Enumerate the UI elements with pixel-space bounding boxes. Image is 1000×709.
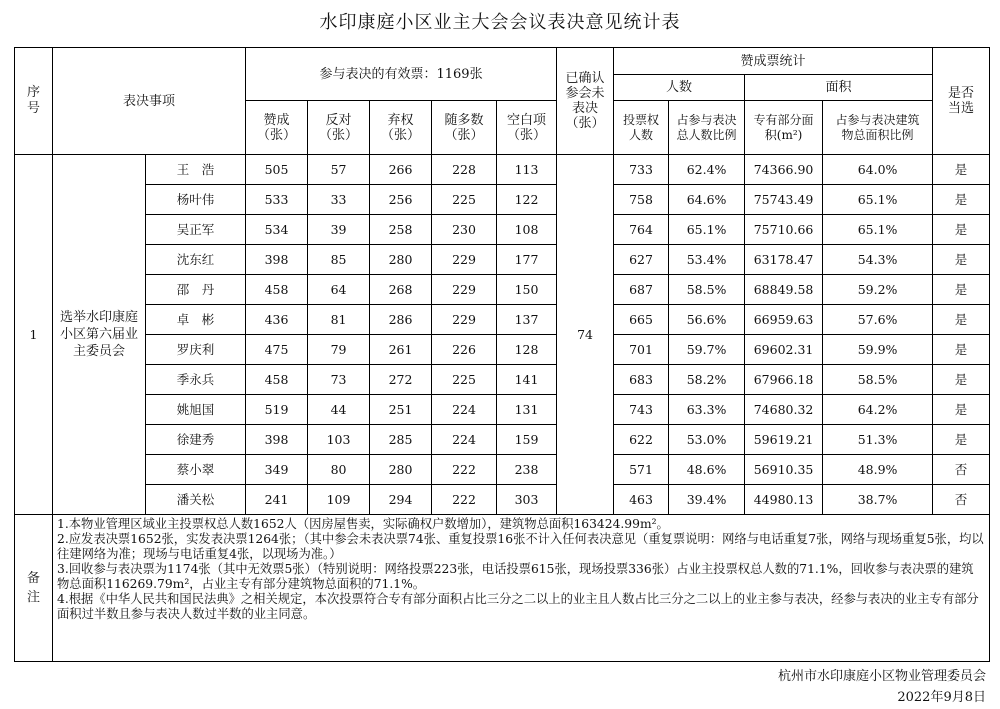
header-elected: 是否 当选 (933, 48, 990, 155)
table-row (15, 365, 990, 395)
cell-voter-ratio: 62.4% (669, 155, 745, 185)
cell-abstain: 251 (370, 395, 432, 425)
table-row (15, 485, 990, 515)
header-area: 面积 (745, 75, 933, 101)
cell-oppose: 85 (308, 245, 370, 275)
cell-voters: 571 (614, 455, 669, 485)
cell-blank: 303 (497, 485, 557, 515)
table-row (15, 395, 990, 425)
col-approve: 赞成 （张） (246, 101, 308, 155)
cell-area-ratio: 38.7% (823, 485, 933, 515)
cell-area: 68849.58 (745, 275, 823, 305)
cell-abstain: 272 (370, 365, 432, 395)
cell-area-ratio: 48.9% (823, 455, 933, 485)
cell-elected: 是 (933, 365, 990, 395)
cell-approve: 241 (246, 485, 308, 515)
col-area: 专有部分面 积(m²) (745, 101, 823, 155)
cell-voter-ratio: 59.7% (669, 335, 745, 365)
candidate-name: 罗庆利 (146, 335, 246, 365)
table-row (15, 455, 990, 485)
cell-area-ratio: 51.3% (823, 425, 933, 455)
cell-oppose: 73 (308, 365, 370, 395)
cell-elected: 否 (933, 455, 990, 485)
cell-oppose: 44 (308, 395, 370, 425)
candidate-name: 王 浩 (146, 155, 246, 185)
cell-abstain: 286 (370, 305, 432, 335)
cell-approve: 436 (246, 305, 308, 335)
cell-majority: 229 (432, 245, 497, 275)
cell-voter-ratio: 48.6% (669, 455, 745, 485)
note-item: 1.本物业管理区域业主投票权总人数1652人（因房屋售卖，实际确权户数增加），建筑物总面积163424.99m²。 (57, 517, 669, 531)
col-oppose: 反对 （张） (308, 101, 370, 155)
cell-area-ratio: 65.1% (823, 185, 933, 215)
header-valid-votes: 参与表决的有效票：1169张 (246, 48, 557, 101)
cell-approve: 519 (246, 395, 308, 425)
cell-blank: 141 (497, 365, 557, 395)
candidate-name: 卓 彬 (146, 305, 246, 335)
candidate-name: 潘关松 (146, 485, 246, 515)
cell-majority: 229 (432, 305, 497, 335)
table-row (15, 245, 990, 275)
cell-oppose: 80 (308, 455, 370, 485)
cell-voters: 627 (614, 245, 669, 275)
cell-blank: 113 (497, 155, 557, 185)
table-row (15, 155, 990, 185)
candidate-name: 杨叶伟 (146, 185, 246, 215)
cell-oppose: 109 (308, 485, 370, 515)
cell-majority: 224 (432, 425, 497, 455)
cell-abstain: 256 (370, 185, 432, 215)
cell-voter-ratio: 64.6% (669, 185, 745, 215)
cell-approve: 533 (246, 185, 308, 215)
cell-approve: 458 (246, 275, 308, 305)
cell-oppose: 57 (308, 155, 370, 185)
cell-area: 44980.13 (745, 485, 823, 515)
cell-area: 69602.31 (745, 335, 823, 365)
cell-blank: 238 (497, 455, 557, 485)
cell-abstain: 280 (370, 245, 432, 275)
cell-elected: 是 (933, 425, 990, 455)
cell-oppose: 81 (308, 305, 370, 335)
cell-area-ratio: 64.2% (823, 395, 933, 425)
table-row (15, 335, 990, 365)
cell-area: 63178.47 (745, 245, 823, 275)
cell-blank: 159 (497, 425, 557, 455)
cell-abstain: 268 (370, 275, 432, 305)
cell-oppose: 64 (308, 275, 370, 305)
cell-voters: 622 (614, 425, 669, 455)
cell-voters: 665 (614, 305, 669, 335)
cell-majority: 226 (432, 335, 497, 365)
cell-voters: 733 (614, 155, 669, 185)
cell-voter-ratio: 53.0% (669, 425, 745, 455)
matter-text: 选举水印康庭小区第六届业主委员会 (53, 155, 146, 515)
note-item: 4.根据《中华人民共和国民法典》之相关规定，本次投票符合专有部分面积占比三分之二以上的业主且人数占比三分之二以上的业主参与表决，经参与表决的业主专有部分面积过半数且参与表决人数过半数的业主同意。 (57, 592, 979, 621)
cell-blank: 137 (497, 305, 557, 335)
cell-approve: 534 (246, 215, 308, 245)
cell-majority: 222 (432, 485, 497, 515)
cell-voter-ratio: 39.4% (669, 485, 745, 515)
cell-majority: 225 (432, 185, 497, 215)
cell-blank: 122 (497, 185, 557, 215)
cell-area: 67966.18 (745, 365, 823, 395)
cell-approve: 398 (246, 245, 308, 275)
table-row (15, 215, 990, 245)
col-voter-ratio: 占参与表决 总人数比例 (669, 101, 745, 155)
cell-voter-ratio: 58.2% (669, 365, 745, 395)
cell-area: 74366.90 (745, 155, 823, 185)
cell-elected: 否 (933, 485, 990, 515)
cell-voters: 701 (614, 335, 669, 365)
cell-oppose: 39 (308, 215, 370, 245)
footer-organization: 杭州市水印康庭小区物业管理委员会 (777, 669, 986, 684)
notes-label: 备 注 (15, 515, 53, 662)
cell-blank: 177 (497, 245, 557, 275)
cell-majority: 229 (432, 275, 497, 305)
cell-elected: 是 (933, 395, 990, 425)
cell-voters: 683 (614, 365, 669, 395)
footer-date: 2022年9月8日 (897, 690, 986, 705)
cell-blank: 131 (497, 395, 557, 425)
cell-area-ratio: 59.2% (823, 275, 933, 305)
notes-row (15, 515, 990, 662)
cell-area-ratio: 54.3% (823, 245, 933, 275)
cell-approve: 458 (246, 365, 308, 395)
col-area-ratio: 占参与表决建筑 物总面积比例 (823, 101, 933, 155)
table-row (15, 425, 990, 455)
col-majority: 随多数 （张） (432, 101, 497, 155)
cell-elected: 是 (933, 305, 990, 335)
cell-area-ratio: 65.1% (823, 215, 933, 245)
cell-area: 74680.32 (745, 395, 823, 425)
cell-voter-ratio: 53.4% (669, 245, 745, 275)
cell-majority: 224 (432, 395, 497, 425)
cell-approve: 398 (246, 425, 308, 455)
cell-voters: 764 (614, 215, 669, 245)
cell-area-ratio: 59.9% (823, 335, 933, 365)
cell-area-ratio: 64.0% (823, 155, 933, 185)
candidate-name: 徐建秀 (146, 425, 246, 455)
cell-abstain: 285 (370, 425, 432, 455)
cell-blank: 150 (497, 275, 557, 305)
note-item: 3.回收参与表决票为1174张（其中无效票5张）（特别说明：网络投票223张，电话投票615张，现场投票336张）占业主投票权总人数的71.1%，回收参与表决票的建筑物总面积116269.79m²，占业主专有部分建筑物总面积的71.1%。 (57, 562, 974, 591)
row-seq: 1 (15, 155, 53, 515)
cell-voter-ratio: 58.5% (669, 275, 745, 305)
cell-majority: 222 (432, 455, 497, 485)
cell-majority: 230 (432, 215, 497, 245)
cell-elected: 是 (933, 215, 990, 245)
cell-area-ratio: 58.5% (823, 365, 933, 395)
cell-abstain: 280 (370, 455, 432, 485)
cell-elected: 是 (933, 245, 990, 275)
cell-oppose: 33 (308, 185, 370, 215)
cell-voter-ratio: 65.1% (669, 215, 745, 245)
cell-majority: 225 (432, 365, 497, 395)
col-blank: 空白项 （张） (497, 101, 557, 155)
cell-elected: 是 (933, 335, 990, 365)
header-unvoted: 已确认 参会未 表决 （张） (557, 48, 614, 155)
header-people: 人数 (614, 75, 745, 101)
cell-area: 56910.35 (745, 455, 823, 485)
col-voters: 投票权 人数 (614, 101, 669, 155)
cell-approve: 505 (246, 155, 308, 185)
cell-area: 66959.63 (745, 305, 823, 335)
cell-area: 59619.21 (745, 425, 823, 455)
candidate-name: 蔡小翠 (146, 455, 246, 485)
page-title: 水印康庭小区业主大会会议表决意见统计表 (319, 12, 681, 33)
header-approve-stats: 赞成票统计 (614, 48, 933, 75)
candidate-name: 沈东红 (146, 245, 246, 275)
cell-abstain: 258 (370, 215, 432, 245)
cell-abstain: 294 (370, 485, 432, 515)
cell-elected: 是 (933, 185, 990, 215)
table-row (15, 275, 990, 305)
cell-elected: 是 (933, 155, 990, 185)
cell-blank: 108 (497, 215, 557, 245)
note-item: 2.应发表决票1652张，实发表决票1264张；（其中参会未表决票74张、重复投票16张不计入任何表决意见（重复票说明：网络与电话重复7张，网络与现场重复5张，均以往建网络为准；现场与电话重复4张，以现场为准。） (57, 532, 984, 561)
cell-oppose: 79 (308, 335, 370, 365)
cell-voter-ratio: 56.6% (669, 305, 745, 335)
table-row (15, 305, 990, 335)
cell-elected: 是 (933, 275, 990, 305)
cell-voters: 463 (614, 485, 669, 515)
candidate-name: 姚旭国 (146, 395, 246, 425)
cell-abstain: 261 (370, 335, 432, 365)
candidate-name: 季永兵 (146, 365, 246, 395)
candidate-name: 吴正军 (146, 215, 246, 245)
col-abstain: 弃权 （张） (370, 101, 432, 155)
cell-voter-ratio: 63.3% (669, 395, 745, 425)
cell-voters: 743 (614, 395, 669, 425)
cell-blank: 128 (497, 335, 557, 365)
header-matter: 表决事项 (53, 48, 246, 155)
cell-approve: 349 (246, 455, 308, 485)
cell-area-ratio: 57.6% (823, 305, 933, 335)
notes-content (53, 515, 990, 662)
cell-area: 75710.66 (745, 215, 823, 245)
cell-voters: 758 (614, 185, 669, 215)
vote-statistics-table (14, 47, 990, 662)
cell-abstain: 266 (370, 155, 432, 185)
candidate-name: 邵 丹 (146, 275, 246, 305)
cell-voters: 687 (614, 275, 669, 305)
cell-approve: 475 (246, 335, 308, 365)
table-row (15, 185, 990, 215)
cell-area: 75743.49 (745, 185, 823, 215)
unvoted-value: 74 (557, 155, 614, 515)
cell-oppose: 103 (308, 425, 370, 455)
cell-majority: 228 (432, 155, 497, 185)
header-seq: 序号 (15, 48, 53, 155)
